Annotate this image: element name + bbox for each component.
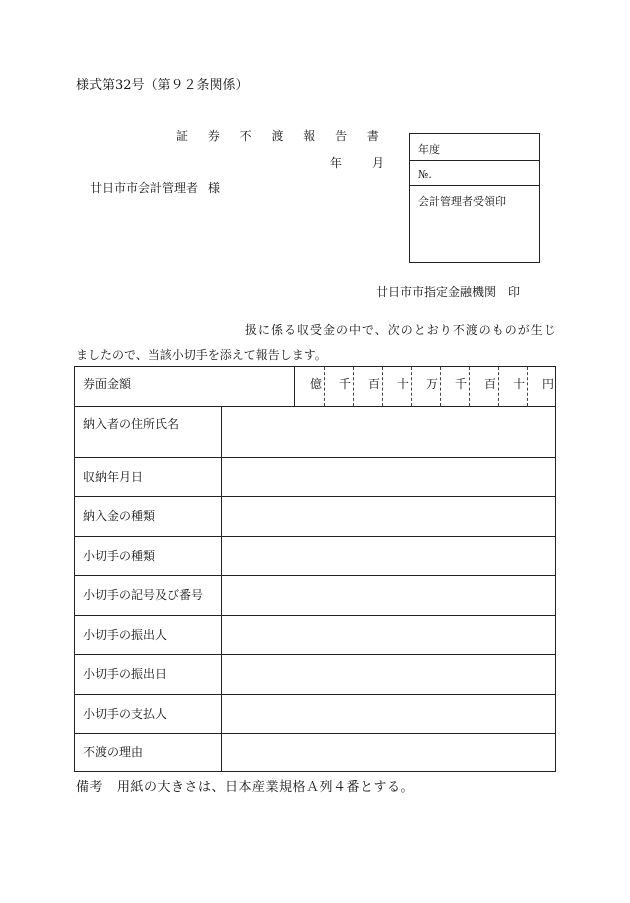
digit-cell-man[interactable] [411,367,440,406]
body-text-line-2: ましたので、当該小切手を添えて報告します。 [76,348,327,362]
digit-unit-label: 十 [396,377,409,391]
date-line [330,154,384,171]
field-value-check-type[interactable] [221,537,555,575]
field-value-receipt-date[interactable] [221,458,555,496]
receipt-seal-cell[interactable] [410,186,539,262]
field-label-check-issue-date: 小切手の振出日 [83,667,168,681]
digit-cell-hyaku[interactable] [469,367,498,406]
remarks-text: 用紙の大きさは、日本産業規格Ａ列４番とする。 [117,780,415,795]
receipt-seal-label: 会計管理者受領印 [418,195,506,208]
addressee-name: 廿日市市会計管理者 [90,181,199,195]
form-number: 様式第32号（第９２条関係） [76,78,249,93]
month-label: 月 [372,156,385,170]
digit-cell-en[interactable] [527,367,556,406]
field-label-dishonor-reason: 不渡の理由 [83,745,144,759]
field-label-payer-address-name: 納入者の住所氏名 [83,417,180,431]
number-label: №. [418,168,432,181]
table-row [75,576,555,616]
fiscal-year-label: 年度 [418,143,440,156]
field-label-receipt-date: 収納年月日 [83,470,144,484]
remarks-label: 備考 [76,780,104,795]
field-value-dishonor-reason[interactable] [221,734,555,771]
amount-label: 券面金額 [83,377,132,391]
number-cell[interactable] [410,161,539,186]
digit-unit-label: 億 [309,377,322,391]
field-value-payer-address-name[interactable] [221,407,555,457]
digit-unit-label: 円 [541,377,554,391]
digit-cell-sen-man[interactable] [324,367,353,406]
stamp-box [409,133,540,263]
digit-cell-oku[interactable] [295,367,324,406]
table-row [75,695,555,734]
addressee [90,179,220,196]
report-table [74,366,556,772]
table-row [75,407,555,458]
table-row [75,616,555,655]
digit-cell-juu[interactable] [498,367,527,406]
digit-unit-label: 千 [454,377,467,391]
field-label-check-type: 小切手の種類 [83,549,156,563]
digit-unit-label: 十 [512,377,525,391]
amount-row [75,367,555,407]
bank-signature: 廿日市市指定金融機関 印 [376,285,521,299]
field-label-check-symbol-number: 小切手の記号及び番号 [83,588,204,602]
digit-cell-hyaku-man[interactable] [353,367,382,406]
field-value-check-drawer[interactable] [221,616,555,654]
table-row [75,497,555,537]
field-value-check-symbol-number[interactable] [221,576,555,615]
digit-cell-sen[interactable] [440,367,469,406]
fiscal-year-cell[interactable] [410,134,539,161]
digit-unit-label: 百 [367,377,380,391]
body-text-line-1: 扱に係る収受金の中で、次のとおり不渡のものが生じ [245,323,557,337]
field-value-check-issue-date[interactable] [221,655,555,694]
digit-unit-label: 百 [483,377,496,391]
table-row [75,734,555,771]
field-label-check-payer: 小切手の支払人 [83,707,168,721]
year-label: 年 [330,156,343,170]
remarks [76,776,414,795]
table-row [75,537,555,576]
table-row [75,458,555,497]
digit-unit-label: 万 [425,377,438,391]
table-row [75,655,555,695]
field-value-payment-type[interactable] [221,497,555,536]
field-label-payment-type: 納入金の種類 [83,509,156,523]
addressee-honorific: 様 [208,181,221,195]
digit-cell-juu-man[interactable] [382,367,411,406]
digit-unit-label: 千 [338,377,351,391]
field-value-check-payer[interactable] [221,695,555,733]
document-title: 証 券 不 渡 報 告 書 [176,129,387,143]
field-label-check-drawer: 小切手の振出人 [83,628,168,642]
